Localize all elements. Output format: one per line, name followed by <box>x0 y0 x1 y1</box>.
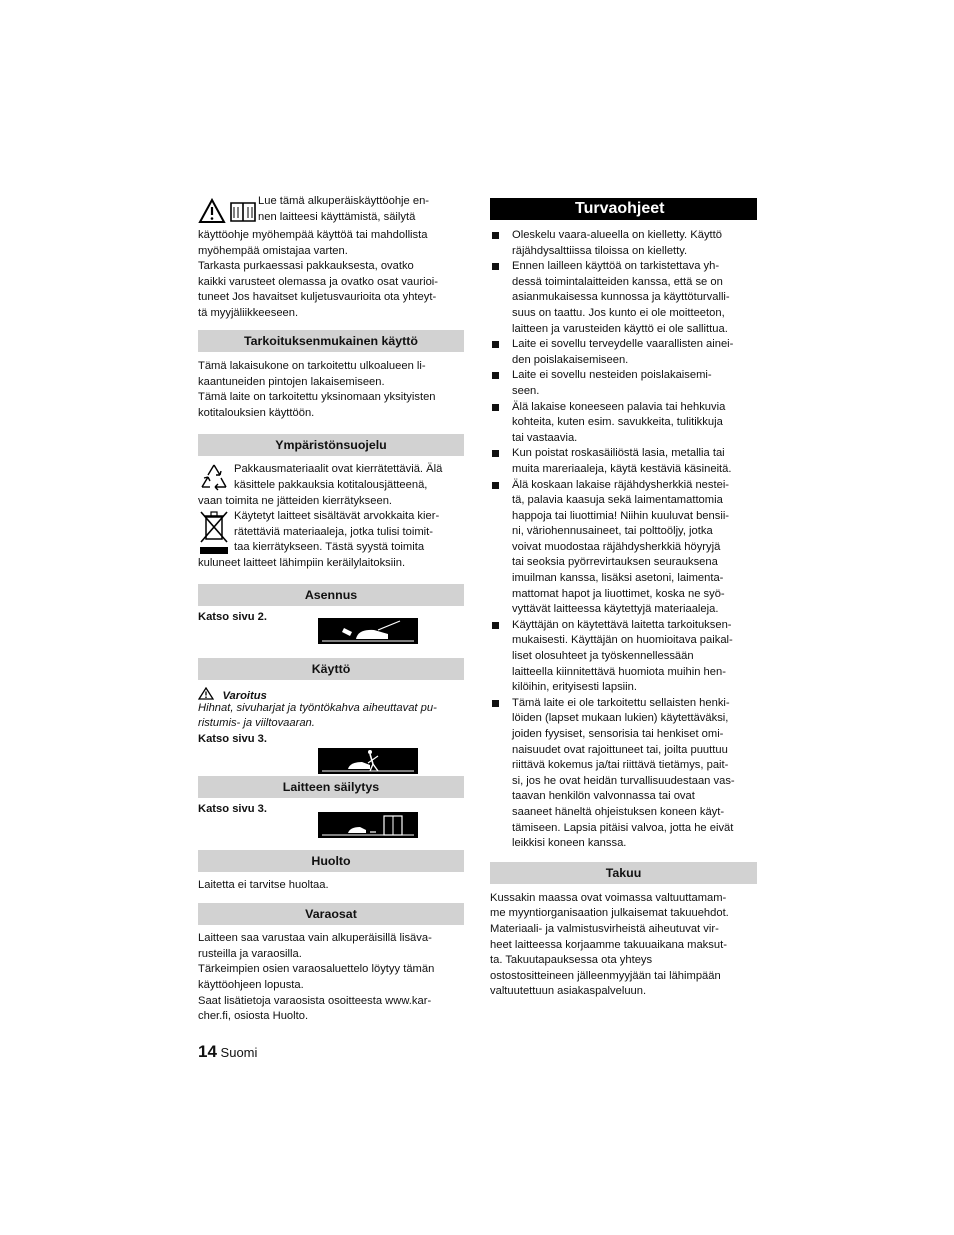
warranty-text: me myyntiorganisaation julkaisemat takuuehdot. <box>490 907 729 920</box>
safety-list-item <box>490 259 757 337</box>
bullet-square-icon <box>492 341 499 348</box>
safety-item-line: seen. <box>512 384 540 397</box>
section-heading-purpose: Tarkoituksenmukainen käyttö <box>198 330 464 352</box>
warning-label: Varoitus <box>222 689 267 702</box>
section-heading-maintenance: Huolto <box>198 850 464 872</box>
safety-item-line: liset olosuhteet ja työskennellessään <box>512 650 694 663</box>
intro-line-1: Lue tämä alkuperäiskäyttöohje en- <box>258 195 430 207</box>
spares-body <box>198 931 464 1025</box>
safety-item-line: kohteita, kuten esim. savukkeita, tulitikkuja <box>512 416 723 429</box>
purpose-text: Tämä lakaisukone on tarkoitettu ulkoalueen li- <box>198 360 426 372</box>
assembly-illustration <box>318 618 418 644</box>
safety-item-line: voivat muodostaa räjähdysherkkiä höyryjä <box>512 540 721 553</box>
section-heading-storage: Laitteen säilytys <box>198 776 464 798</box>
safety-item-line: imuilman kanssa, lisäksi asetoni, laimenta- <box>512 572 724 585</box>
spares-text: cher.fi, osiosta Huolto. <box>198 1010 309 1023</box>
operation-illustration <box>318 748 418 774</box>
warranty-text: Kussakin maassa ovat voimassa valtuuttamam- <box>490 891 727 904</box>
safety-item-line: Käyttäjän on käytettävä laitetta tarkoituksen- <box>512 618 732 631</box>
safety-list-item <box>490 446 757 477</box>
safety-list-item <box>490 337 757 368</box>
safety-item-line: leikkisi koneen kanssa. <box>512 837 627 850</box>
safety-item-line: tai vastaavia. <box>512 431 578 444</box>
warranty-body <box>490 891 757 1000</box>
safety-item-line: naisuudet ovat rajoittuneet tai, joilta puuttuu <box>512 743 728 756</box>
safety-item-line: saaneet häneltä ohjeistuksen koneen käyt- <box>512 805 725 818</box>
warranty-text: Materiaali- ja valmistusvirheistä aiheutuvat vir- <box>490 922 719 935</box>
safety-item-line: mukaisesti. Käyttäjän on huomioitava paikal- <box>512 634 733 647</box>
safety-list-item <box>490 368 757 399</box>
purpose-text: Tämä laite on tarkoitettu yksinomaan yksityisten <box>198 391 436 404</box>
safety-item-line: Tämä laite ei ole tarkoitettu sellaisten henki- <box>512 696 730 709</box>
intro-text: tä myyjäliikkeeseen. <box>198 306 299 319</box>
safety-item-line: Laite ei sovellu terveydelle vaarallisten ainei- <box>512 338 734 351</box>
safety-item-line: vyttävät laitteessa käytettyjä materiaaleja. <box>512 603 719 616</box>
safety-item-line: Älä koskaan lakaise räjähdysherkkiä nestei- <box>512 478 730 491</box>
bullet-square-icon <box>492 263 499 270</box>
left-column <box>198 194 464 1025</box>
weee-text: kuluneet laitteet lähimpiin keräilylaitoksiin. <box>198 556 406 569</box>
weee-text: rätettäviä materiaaleja, jotka tulisi toimit- <box>234 525 433 538</box>
safety-list-item <box>490 618 757 696</box>
right-column <box>490 198 757 1000</box>
spares-text: käyttöohjeen lopusta. <box>198 978 304 991</box>
safety-item-line: mattomat hapot ja liuottimet, koska ne syö- <box>512 587 725 600</box>
weee-text: taa kierrätykseen. Tästä syystä toimita <box>234 541 425 554</box>
intro-block <box>198 194 464 319</box>
bullet-square-icon <box>492 700 499 707</box>
safety-item-line: Kun poistat roskasäiliöstä lasia, metallia tai <box>512 447 725 460</box>
crossed-bin-icon <box>198 509 230 555</box>
safety-item-line: Ennen lailleen käyttöä on tarkistettava yh- <box>512 260 720 273</box>
safety-item-line: kilöihin, erityisesti lapsiin. <box>512 681 637 694</box>
operation-see-page: Katso sivu 3. <box>198 732 268 745</box>
storage-illustration <box>318 812 418 838</box>
safety-item-line: laitteella kiinnitettävä huomiota muihin hen- <box>512 665 726 678</box>
section-heading-spares: Varaosat <box>198 903 464 925</box>
warning-manual-icon <box>198 198 258 224</box>
operation-body <box>198 686 464 776</box>
safety-list-item <box>490 696 757 852</box>
bullet-square-icon <box>492 372 499 379</box>
intro-text: käyttöohje myöhempää käyttöä tai mahdollista <box>198 229 428 241</box>
page-number: 14 <box>198 1042 217 1061</box>
safety-item-line: dessä toimintalaitteiden kanssa, että se on <box>512 275 723 288</box>
bullet-square-icon <box>492 232 499 239</box>
warranty-text: ostostositteineen jälleenmyyjään tai lähimpään <box>490 969 721 982</box>
safety-item-line: riittävä kokemus ja/tai riittävä tietämys, pait- <box>512 759 729 772</box>
safety-item-line: räjähdysalttiissa tiloissa on kielletty. <box>512 244 688 257</box>
recycle-text: Pakkausmateriaalit ovat kierrätettäviä. Älä <box>234 463 443 476</box>
intro-text: kaikki varusteet olemassa ja ovatko osat vaurioi- <box>198 275 439 288</box>
spares-text: Tärkeimpien osien varaosaluettelo löytyy tämän <box>198 963 435 976</box>
safety-item-line: ni, väriohennusaineet, tai polttoöljy, jotka <box>512 525 713 538</box>
section-heading-environment: Ympäristönsuojelu <box>198 434 464 456</box>
bullet-square-icon <box>492 482 499 489</box>
weee-text: Käytetyt laitteet sisältävät arvokkaita kier- <box>234 510 440 523</box>
spares-text: Saat lisätietoja varaosista osoitteesta www.kar- <box>198 994 432 1007</box>
bullet-square-icon <box>492 404 499 411</box>
warning-text: Hihnat, sivuharjat ja työntökahva aiheuttavat pu- <box>198 701 437 714</box>
recycle-text: vaan toimita ne jätteiden kierrätykseen. <box>198 494 393 507</box>
intro-text: myöhempää omistajaa varten. <box>198 244 348 257</box>
spares-text: Laitteen saa varustaa vain alkuperäisillä lisäva- <box>198 932 432 945</box>
intro-text: tuneet Jos havaitset kuljetusvaurioita ota yhteyt- <box>198 291 437 304</box>
safety-heading: Turvaohjeet <box>490 198 757 220</box>
safety-item-line: Oleskelu vaara-alueella on kielletty. Käyttö <box>512 229 722 241</box>
purpose-text: kaantuneiden pintojen lakaisemiseen. <box>198 375 385 388</box>
safety-item-line: suus on taattu. Jos kunto ei ole moitteeton, <box>512 306 725 319</box>
safety-item-line: si, jos he ovat heidän turvallisuudestaan vas- <box>512 774 735 787</box>
safety-item-line: tai seoksia pyörrevirtauksen seurauksena <box>512 556 718 569</box>
maintenance-text: Laitetta ei tarvitse huoltaa. <box>198 878 329 891</box>
section-heading-assembly: Asennus <box>198 584 464 606</box>
bullet-square-icon <box>492 622 499 629</box>
safety-item-line: muita mareriaaleja, käytä kestäviä käsineitä. <box>512 462 732 475</box>
safety-item-line: Laite ei sovellu nesteiden poislakaisemi- <box>512 369 712 382</box>
language-label: Suomi <box>220 1045 258 1060</box>
safety-list-item <box>490 228 757 259</box>
warranty-text: valtuutettuun asiakaspalveluun. <box>490 985 647 998</box>
safety-item-line: tämiseen. Lapsia pitäisi valvoa, jotta he eivät <box>512 821 734 834</box>
safety-list-item <box>490 400 757 447</box>
safety-item-line: taavan henkilön valvonnassa tai ovat <box>512 790 695 803</box>
warning-icon <box>198 687 214 700</box>
section-heading-warranty: Takuu <box>490 862 757 884</box>
intro-text: Tarkasta purkaessasi pakkauksesta, ovatko <box>198 260 414 273</box>
safety-item-line: löiden (lapset mukaan lukien) käytettäväksi, <box>512 712 729 725</box>
intro-icons <box>198 198 258 228</box>
safety-item-line: asianmukaisessa kunnossa ja käyttöturvalli- <box>512 291 730 304</box>
purpose-body <box>198 359 464 421</box>
recycle-icon <box>198 462 230 492</box>
safety-item-line: Älä lakaise koneeseen palavia tai hehkuvia <box>512 400 726 413</box>
storage-body <box>198 802 464 850</box>
spares-text: rusteilla ja varaosilla. <box>198 947 302 960</box>
assembly-see-page: Katso sivu 2. <box>198 610 268 623</box>
warranty-text: heet laitteessa korjaamme takuuaikana maksut- <box>490 938 727 951</box>
purpose-text: kotitalouksien käyttöön. <box>198 406 315 419</box>
intro-line-2: nen laitteesi käyttämistä, säilytä <box>258 210 416 223</box>
bullet-square-icon <box>492 450 499 457</box>
recycle-text: käsittele pakkauksia kotitalousjätteenä, <box>234 478 428 491</box>
storage-see-page: Katso sivu 3. <box>198 802 268 815</box>
environment-body <box>198 462 464 571</box>
warning-text: ristumis- ja viiltovaaran. <box>198 717 315 730</box>
safety-list-item <box>490 478 757 618</box>
safety-item-line: joiden fyysiset, sensorisia tai henkiset omi- <box>512 728 724 740</box>
page-footer <box>198 1042 257 1062</box>
safety-item-line: tä, palavia kaasuja sekä laimentamattomia <box>512 494 723 507</box>
safety-item-line: den poislakaisemiseen. <box>512 353 629 366</box>
safety-item-line: laitteen ja varusteiden käyttö ei ole sallittua. <box>512 322 728 335</box>
assembly-body <box>198 610 464 658</box>
warranty-text: ta. Takuutapauksessa ota yhteys <box>490 954 653 967</box>
safety-list <box>490 228 757 852</box>
safety-item-line: happoja tai liuottimia! Niihin kuuluvat bensii- <box>512 509 730 522</box>
section-heading-operation: Käyttö <box>198 658 464 680</box>
